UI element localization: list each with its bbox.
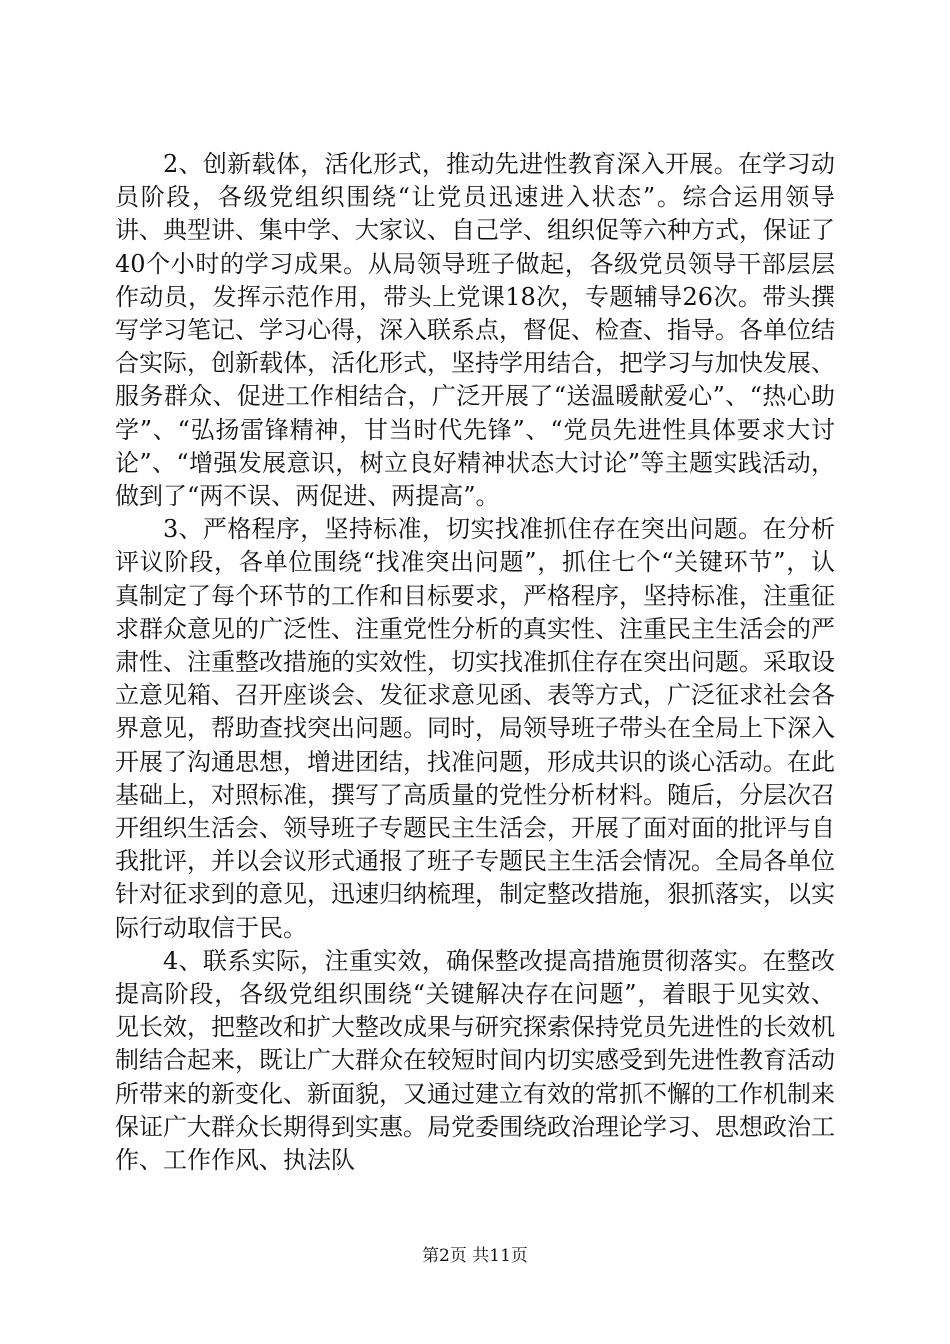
- page-number-footer: 第2页 共11页: [422, 1246, 528, 1266]
- paragraph-procedure: 3、严格程序，坚持标准，切实找准抓住存在突出问题。在分析评议阶段，各单位围绕“找准突出问题”，抓住七个“关键环节”，认真制定了每个环节的工作和目标要求，严格程序，坚持标准，注重征求群众意见的广泛性、注重党性分析的真实性、注重民主生活会的严肃性、注重整改措施的实效性，切实找准抓住存在突出问题。采取设立意见箱、召开座谈会、发征求意见函、表等方式，广泛征求社会各界意见，帮助查找突出问题。同时，局领导班子带头在全局上下深入开展了沟通思想，增进团结，找准问题，形成共识的谈心活动。在此基础上，对照标准，撰写了高质量的党性分析材料。随后，分层次召开组织生活会、领导班子专题民主生活会，开展了面对面的批评与自我批评，并以会议形式通报了班子专题民主生活会情况。全局各单位针对征求到的意见，迅速归纳梳理，制定整改措施，狠抓落实，以实际行动取信于民。: [115, 515, 835, 942]
- paragraph-rectification: 4、联系实际，注重实效，确保整改提高措施贯彻落实。在整改提高阶段，各级党组织围绕“关键解决存在问题”，着眼于见实效、见长效，把整改和扩大整改成果与研究探索保持党员先进性的长效机制结合起来，既让广大群众在较短时间内切实感受到先进性教育活动所带来的新变化、新面貌，又通过建立有效的常抓不懈的工作机制来保证广大群众长期得到实惠。局党委围绕政治理论学习、思想政治工作、工作作风、执法队: [115, 946, 835, 1175]
- paragraph-innovation: 2、创新载体，活化形式，推动先进性教育深入开展。在学习动员阶段，各级党组织围绕“让党员迅速进入状态”。综合运用领导讲、典型讲、集中学、大家议、自己学、组织促等六种方式，保证了40个小时的学习成果。从局领导班子做起，各级党员领导干部层层作动员，发挥示范作用，带头上党课18次，专题辅导26次。带头撰写学习笔记、学习心得，深入联系点，督促、检查、指导。各单位结合实际，创新载体，活化形式，坚持学用结合，把学习与加快发展、服务群众、促进工作相结合，广泛开展了“送温暖献爱心”、“热心助学”、“弘扬雷锋精神，甘当时代先锋”、“党员先进性具体要求大讨论”、“增强发展意识，树立良好精神状态大讨论”等主题实践活动，做到了“两不误、两促进、两提高”。: [115, 150, 835, 511]
- document-body: [115, 148, 835, 1177]
